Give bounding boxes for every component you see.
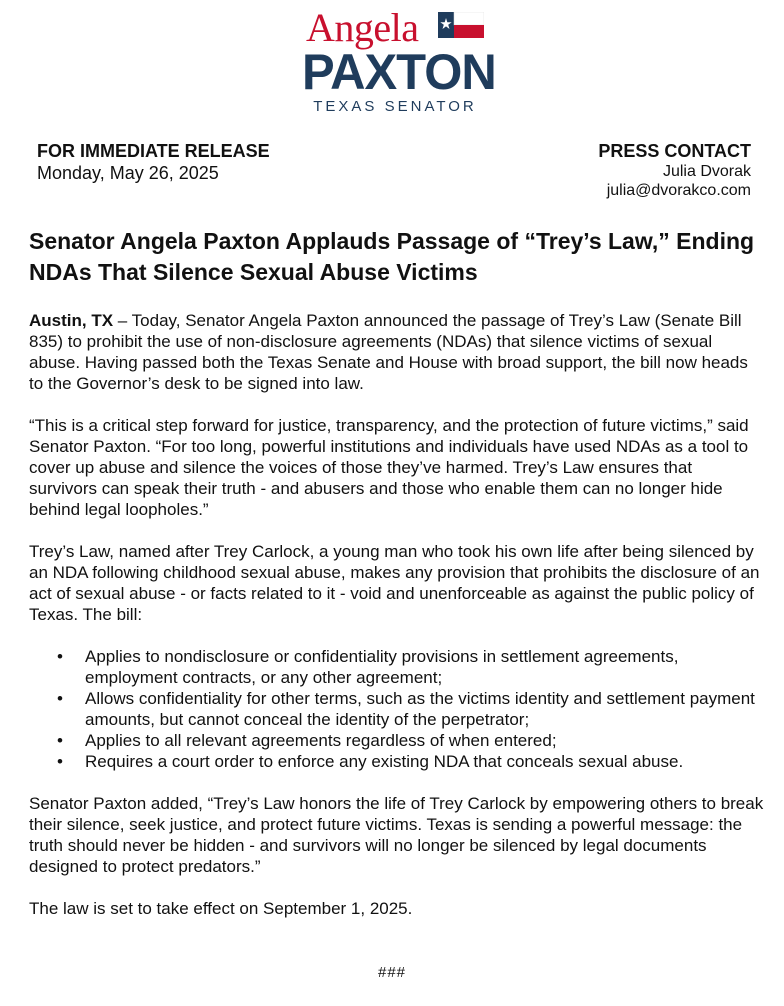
bullet-icon: • [57, 752, 63, 771]
list-item [57, 751, 764, 772]
bullet-icon: • [57, 647, 63, 666]
list-item [57, 646, 764, 688]
logo-first-name: Angela [306, 5, 419, 50]
release-label: FOR IMMEDIATE RELEASE [37, 141, 270, 161]
logo-tagline: TEXAS SENATOR [313, 98, 477, 115]
intro-text: – Today, Senator Angela Paxton announced the passage of Trey’s Law (Senate Bill 835) to prohibit the use of non-disclosure agreements (NDAs) that silence victims of sexual abuse. Having passed both the Texas Senate and House with broad support, the bill now heads to the Governor’s desk to be signed into law. [29, 311, 748, 393]
logo-last-name: PAXTON [302, 44, 496, 100]
end-mark: ### [377, 964, 407, 981]
senator-logo [300, 5, 496, 116]
press-contact-block [598, 140, 751, 200]
list-item [57, 730, 764, 751]
headline: Senator Angela Paxton Applauds Passage of “Trey’s Law,” Ending NDAs That Silence Sexual Abuse Victims [29, 228, 755, 285]
texas-flag-icon [438, 12, 484, 38]
paragraph-background: Trey’s Law, named after Trey Carlock, a young man who took his own life after being silenced by an NDA following childhood sexual abuse, makes any provision that prohibits the disclosure of an act of sexual abuse - or facts related to it - void and unenforceable as against the public policy of Texas. The bill: [29, 542, 760, 624]
contact-name: Julia Dvorak [662, 163, 751, 180]
bill-provisions-list [29, 646, 764, 772]
list-item [57, 688, 764, 730]
release-block [37, 140, 270, 184]
list-item-text: Requires a court order to enforce any existing NDA that conceals sexual abuse. [85, 752, 684, 771]
list-item-text: Applies to nondisclosure or confidentiality provisions in settlement agreements, employment contracts, or any other agreement; [85, 647, 679, 687]
list-item-text: Applies to all relevant agreements regardless of when entered; [85, 731, 557, 750]
paragraph-closing-quote: Senator Paxton added, “Trey’s Law honors the life of Trey Carlock by empowering others to break their silence, seek justice, and protect future victims. Texas is sending a powerful message: the truth should never be hidden - and survivors will no longer be silenced by legal documents designed to protect predators.” [29, 794, 764, 876]
contact-label: PRESS CONTACT [598, 141, 751, 161]
bullet-icon: • [57, 689, 63, 708]
paragraph-intro [29, 310, 764, 394]
contact-email[interactable]: julia@dvorakco.com [606, 182, 751, 199]
release-date: Monday, May 26, 2025 [37, 163, 219, 183]
list-item-text: Allows confidentiality for other terms, such as the victims identity and settlement payment amounts, but cannot conceal the identity of the perpetrator; [85, 689, 755, 729]
dateline: Austin, TX [29, 311, 114, 330]
paragraph-effective-date: The law is set to take effect on September 1, 2025. [29, 899, 413, 918]
bullet-icon: • [57, 731, 63, 750]
paragraph-quote: “This is a critical step forward for justice, transparency, and the protection of future victims,” said Senator Paxton. “For too long, powerful institutions and individuals have used NDAs as a tool to cover up abuse and silence the voices of those they’ve harmed. Trey’s Law ensures that survivors can speak their truth - and abusers and those who enable them can no longer hide behind legal loopholes.” [29, 416, 749, 519]
press-release-body [29, 310, 764, 940]
